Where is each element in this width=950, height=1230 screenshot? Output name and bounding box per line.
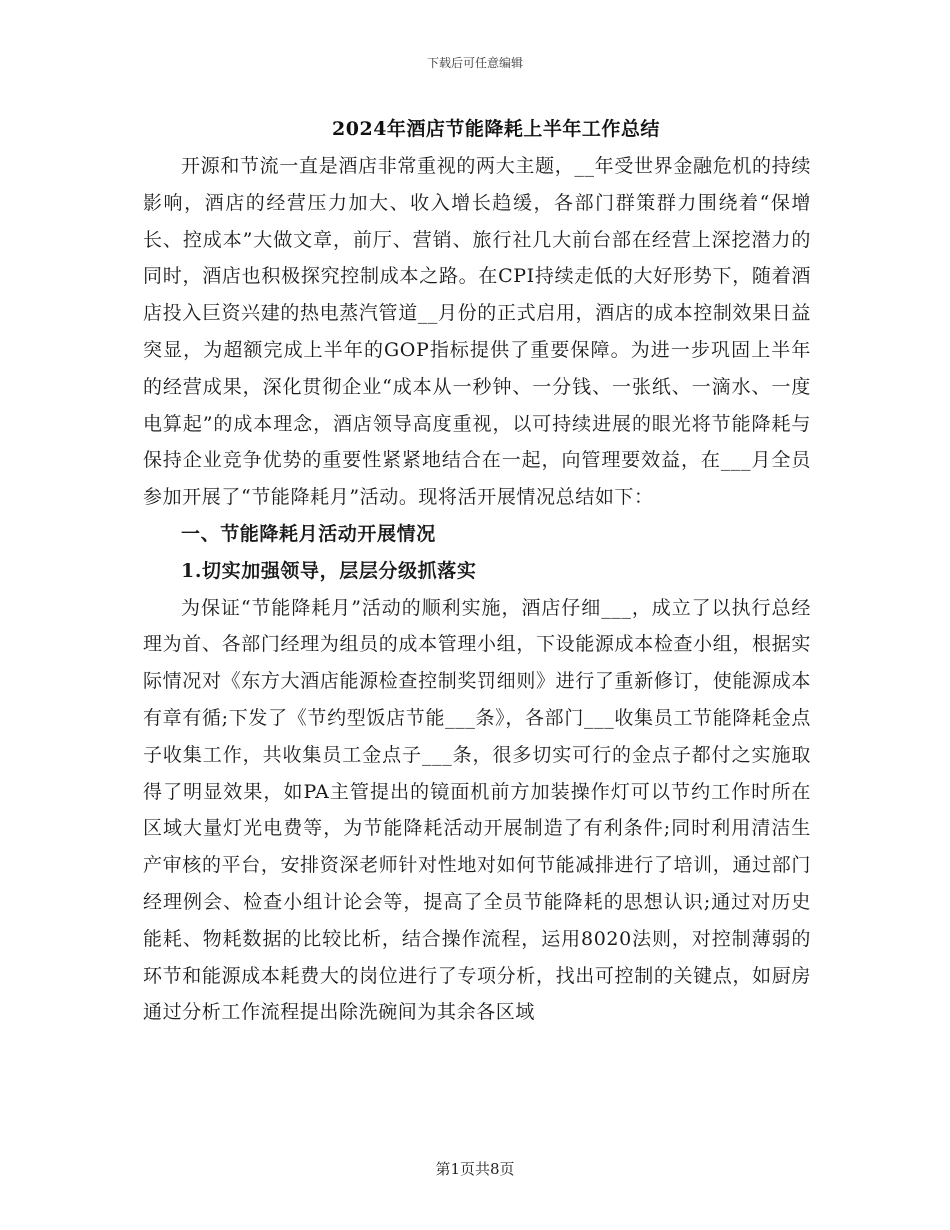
body-paragraph: 为保证“节能降耗月”活动的顺利实施，酒店仔细___，成立了以执行总经理为首、各部门经理为组员的成本管理小组，下设能源成本检查小组，根据实际情况对《东方大酒店能源检查控制奖罚细则》进行了重新修订，使能源成本有章有循;下发了《节约型饭店节能___条》，各部门___收集员工节能降耗金点子收集工作，共收集员工金点子___条，很多切实可行的金点子都付之实施取得了明显效果，如PA主管提出的镜面机前方加装操作灯可以节约工作时所在区域大量灯光电费等，为节能降耗活动开展制造了有利条件;同时利用清洁生产审核的平台，安排资深老师针对性地对如何节能减排进行了培训，通过部门经理例会、检查小组计论会等，提高了全员节能降耗的思想认识;通过对历史能耗、物耗数据的比较比析，结合操作流程，运用8020法则，对控制薄弱的环节和能源成本耗费大的岗位进行了专项分析，找出可控制的关键点，如厨房通过分析工作流程提出除洗碗间为其余各区域	[143, 596, 811, 1024]
intro-paragraph: 开源和节流一直是酒店非常重视的两大主题，__年受世界金融危机的持续影响，酒店的经营压力加大、收入增长趋缓，各部门群策群力围绕着“保增长、控成本”大做文章，前厅、营销、旅行社几大前台部在经营上深挖潜力的同时，酒店也积极探究控制成本之路。在CPI持续走低的大好形势下，随着酒店投入巨资兴建的热电蒸汽管道__月份的正式启用，酒店的成本控制效果日益突显，为超额完成上半年的GOP指标提供了重要保障。为进一步巩固上半年的经营成果，深化贯彻企业“成本从一秒钟、一分钱、一张纸、一滴水、一度电算起”的成本理念，酒店领导高度重视，以可持续进展的眼光将节能降耗与保持企业竞争优势的重要性紧紧地结合在一起，向管理要效益，在___月全员参加开展了“节能降耗月”活动。现将活开展情况总结如下：	[143, 155, 811, 509]
page-indicator: 第1页共8页	[435, 1160, 515, 1178]
header-note: 下载后可任意编辑	[426, 56, 523, 70]
document-body	[143, 148, 811, 1031]
page-title: 2024年酒店节能降耗上半年工作总结	[332, 118, 660, 140]
subsection-heading: 1.切实加强领导，层层分级抓落实	[181, 559, 477, 582]
section-heading: 一、节能降耗月活动开展情况	[181, 522, 436, 545]
